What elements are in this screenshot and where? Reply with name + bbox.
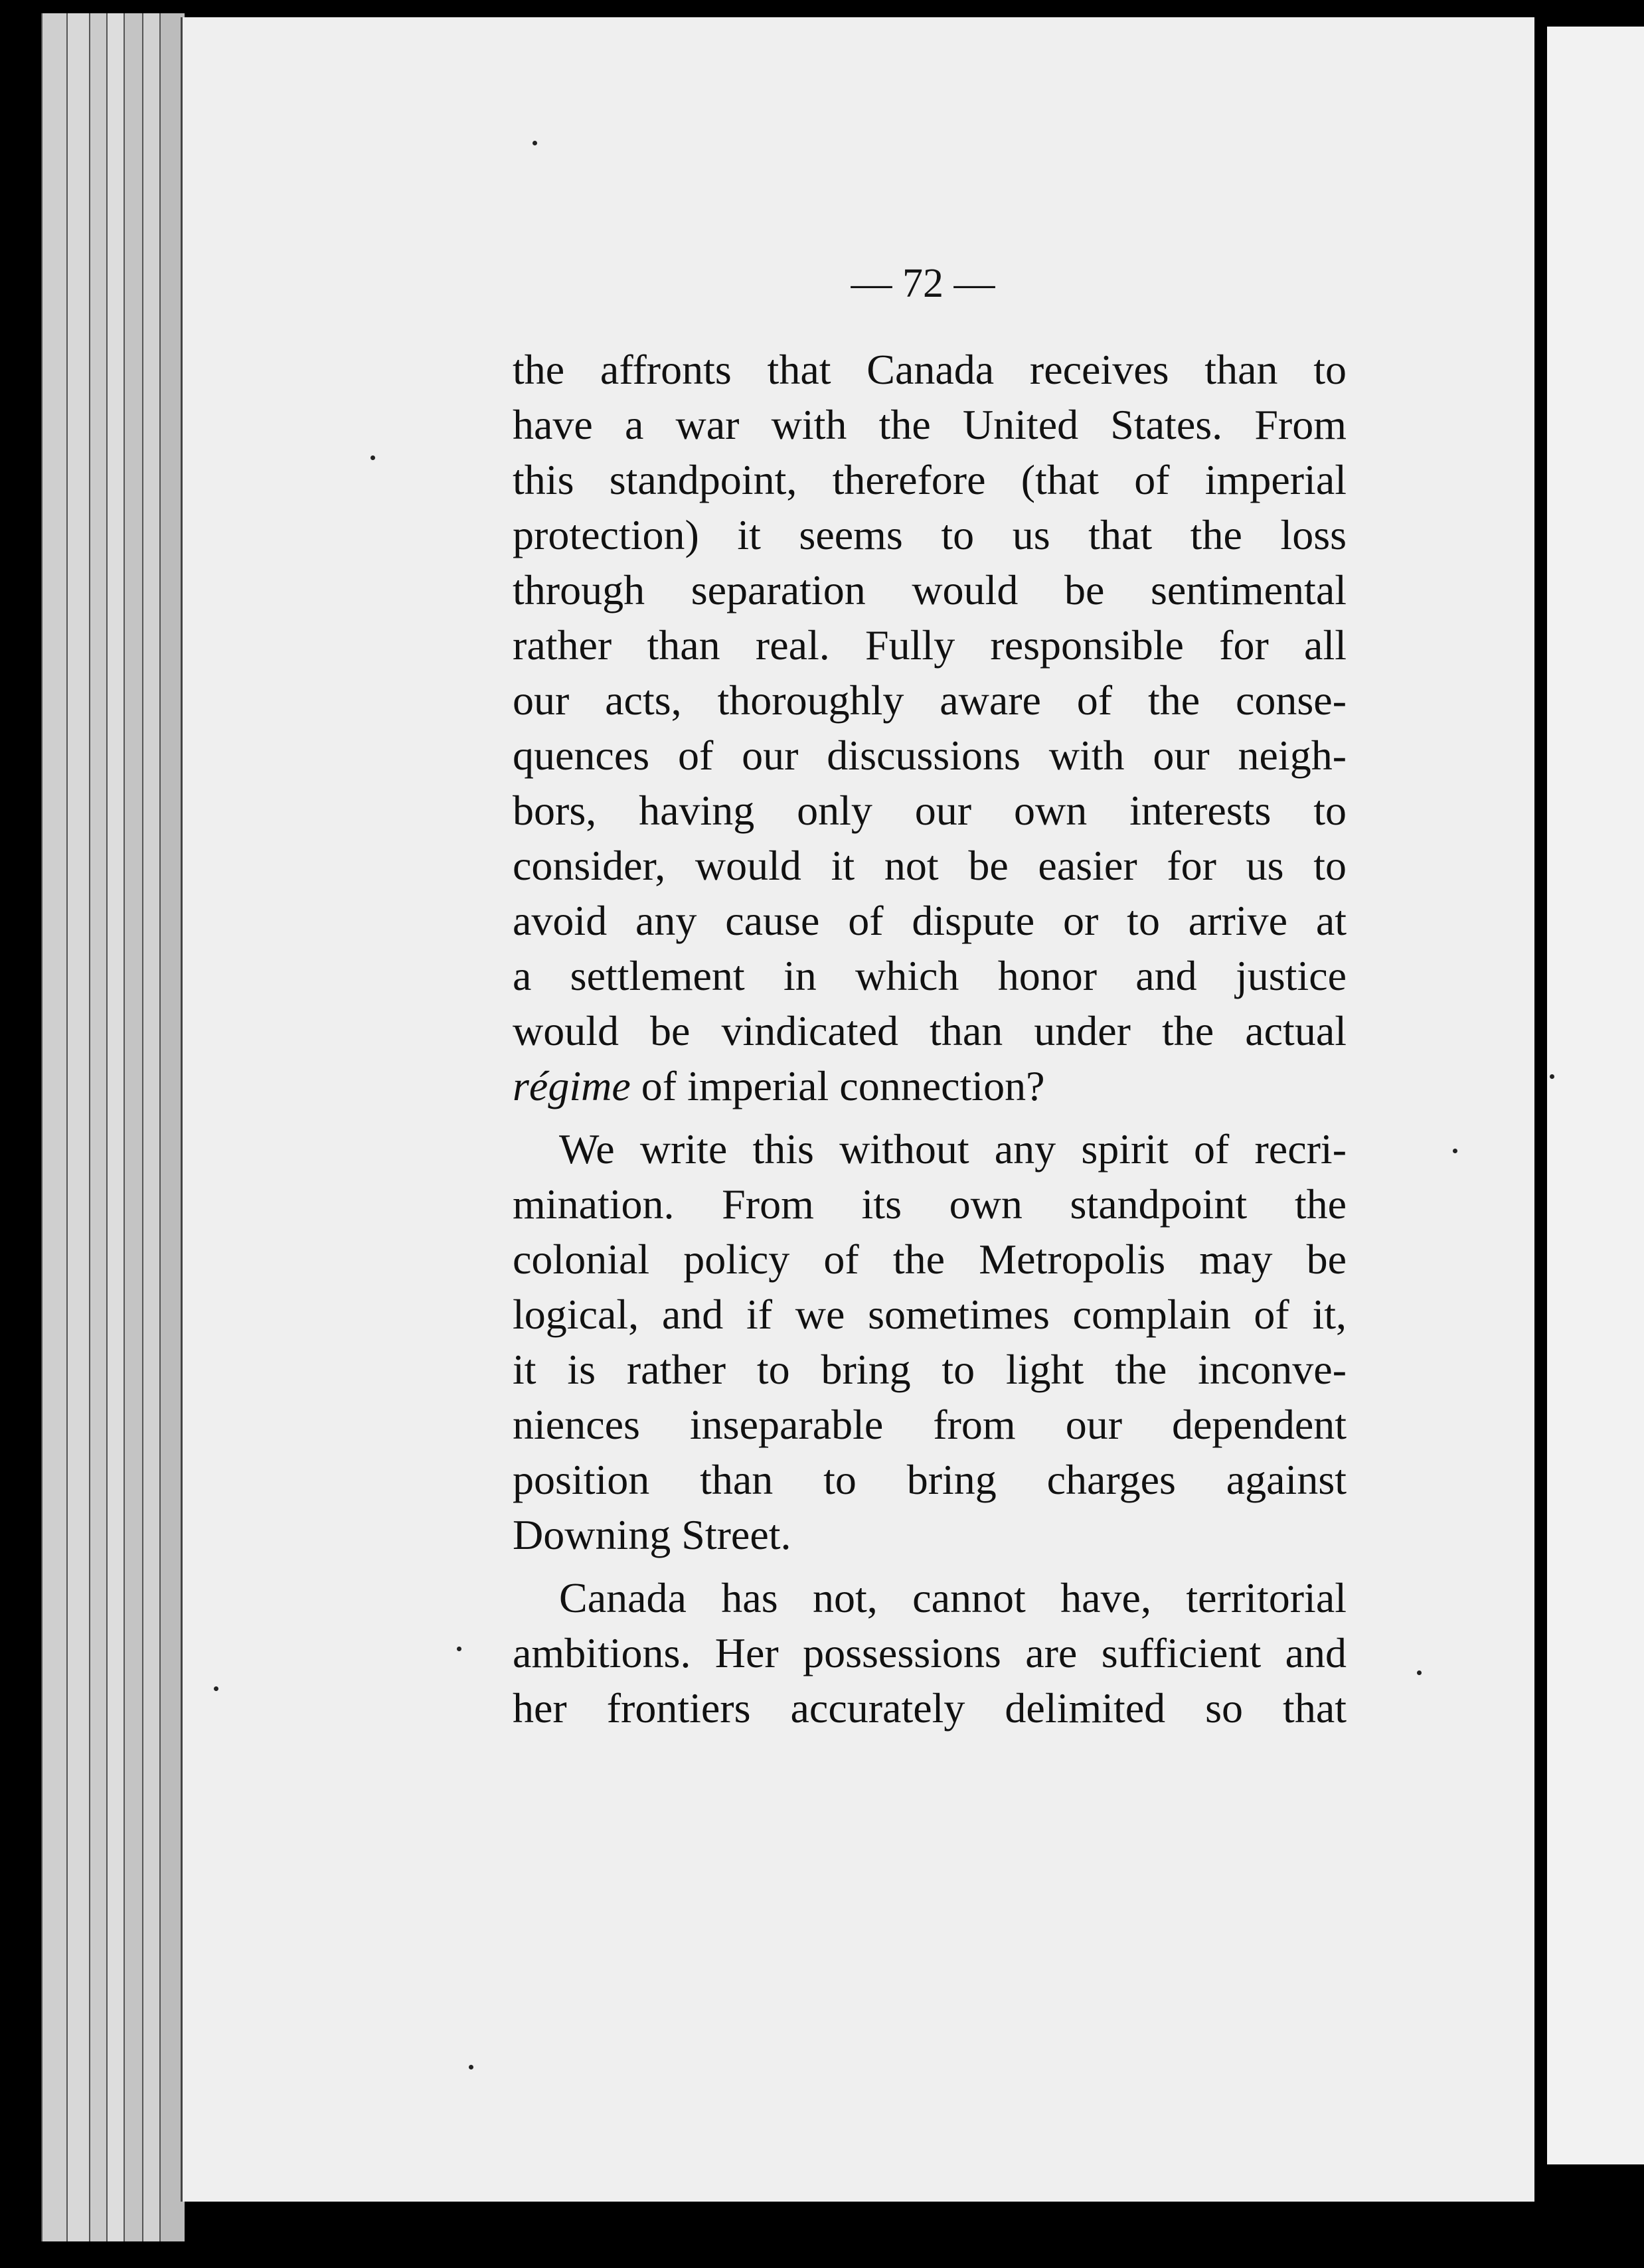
text-line: have a war with the United States. From <box>513 401 1347 448</box>
paragraph-gap <box>513 1562 1347 1570</box>
text-line: quences of our discussions with our neigh- <box>513 732 1347 779</box>
scan-speck <box>1550 1074 1554 1079</box>
page-edge <box>41 13 69 2241</box>
adjacent-page <box>1547 27 1644 2164</box>
text-line: mination. From its own standpoint the <box>513 1180 1347 1228</box>
text-line: We write this without any spirit of recri- <box>559 1125 1347 1173</box>
scan-speck <box>214 1686 218 1691</box>
text-line: it is rather to bring to light the inconve- <box>513 1346 1347 1393</box>
text-line: Downing Street. <box>513 1511 791 1558</box>
text-line: rather than real. Fully responsible for all <box>513 621 1347 669</box>
scan-speck <box>1453 1149 1457 1153</box>
text-line: through separation would be sentimental <box>513 566 1347 613</box>
text-line: niences inseparable from our dependent <box>513 1401 1347 1448</box>
scan-speck <box>1417 1670 1422 1675</box>
page-edge <box>66 13 92 2241</box>
text-line: a settlement in which honor and justice <box>513 952 1347 999</box>
scan-speck <box>457 1647 461 1651</box>
text-line: bors, having only our own interests to <box>513 787 1347 834</box>
text-line: ambitions. Her possessions are sufficient and <box>513 1629 1347 1676</box>
scan-speck <box>370 455 375 460</box>
text-line: this standpoint, therefore (that of imperial <box>513 456 1347 503</box>
text-line: the affronts that Canada receives than to <box>513 346 1347 393</box>
text-line: our acts, thoroughly aware of the conse- <box>513 677 1347 724</box>
scan-speck <box>469 2065 473 2069</box>
italic-word: régime <box>513 1062 631 1109</box>
text-line: colonial policy of the Metropolis may be <box>513 1236 1347 1283</box>
text-line <box>513 1058 1347 1113</box>
body-text <box>513 342 1347 1736</box>
paragraph-gap <box>513 1113 1347 1121</box>
text-line: position than to bring charges against <box>513 1456 1347 1503</box>
text-line: would be vindicated than under the actual <box>513 1007 1347 1054</box>
scan-speck <box>533 141 537 145</box>
text-line: avoid any cause of dispute or to arrive at <box>513 897 1347 944</box>
text-line: logical, and if we sometimes complain of it, <box>513 1291 1347 1338</box>
text-line: consider, would it not be easier for us to <box>513 842 1347 889</box>
text-fragment: of imperial connection? <box>630 1062 1045 1109</box>
text-line: her frontiers accurately delimited so that <box>513 1684 1347 1732</box>
text-line: protection) it seems to us that the loss <box>513 511 1347 558</box>
text-line: Canada has not, cannot have, territorial <box>559 1574 1347 1621</box>
page-number: — 72 — <box>851 261 995 306</box>
